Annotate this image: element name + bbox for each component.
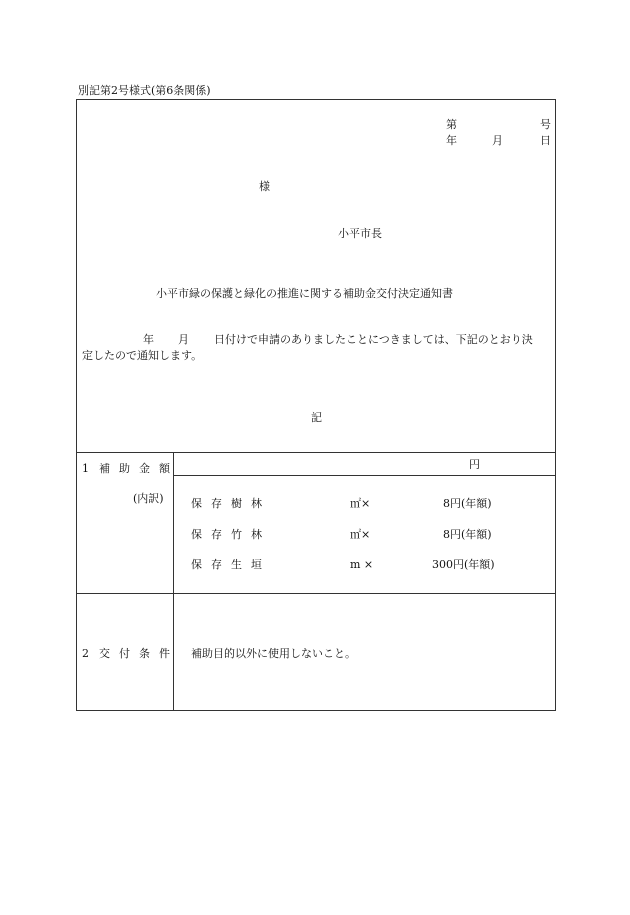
table-top-line: [76, 452, 556, 453]
section2-label: 交付条件: [99, 647, 179, 660]
section-divider-line: [76, 593, 556, 594]
addressee-suffix: 様: [259, 180, 270, 193]
amount-unit: 円: [469, 458, 480, 471]
amount-row-line: [174, 475, 556, 476]
breakdown-item-rate: 8円(年額): [443, 497, 492, 510]
date-month-label: 月: [492, 134, 503, 147]
breakdown-item-name: 保存樹林: [191, 497, 271, 510]
body-month-label: 月: [178, 333, 189, 346]
doc-number-suffix: 号: [540, 118, 551, 131]
issuer-name: 小平市長: [338, 227, 382, 240]
body-year-label: 年: [143, 333, 154, 346]
date-year-label: 年: [446, 134, 457, 147]
form-label: 別記第2号様式(第6条関係): [78, 84, 211, 97]
ki-heading: 記: [311, 411, 322, 424]
document-title: 小平市緑の保護と緑化の推進に関する補助金交付決定通知書: [156, 287, 453, 300]
breakdown-item-rate: 300円(年額): [432, 558, 495, 571]
form-frame: [76, 99, 556, 711]
breakdown-item-rate: 8円(年額): [443, 528, 492, 541]
doc-number-prefix: 第: [446, 118, 457, 131]
breakdown-label: (内訳): [133, 492, 164, 505]
grant-condition-text: 補助目的以外に使用しないこと。: [191, 647, 356, 660]
section1-label: 補助金額: [99, 462, 179, 475]
breakdown-item-name: 保存生垣: [191, 558, 271, 571]
date-day-label: 日: [540, 134, 551, 147]
breakdown-item-unit: ㎡×: [350, 528, 371, 541]
section2-number: 2: [82, 647, 89, 660]
breakdown-item-name: 保存竹林: [191, 528, 271, 541]
section1-number: 1: [82, 462, 89, 475]
breakdown-item-unit: ㎡×: [350, 497, 371, 510]
body-line-2: 定したので通知します。: [82, 349, 203, 362]
breakdown-item-unit: m ×: [350, 558, 374, 571]
table-column-line: [173, 452, 174, 711]
body-line-1: 日付けで申請のありましたことにつきましては、下記のとおり決: [214, 333, 533, 346]
